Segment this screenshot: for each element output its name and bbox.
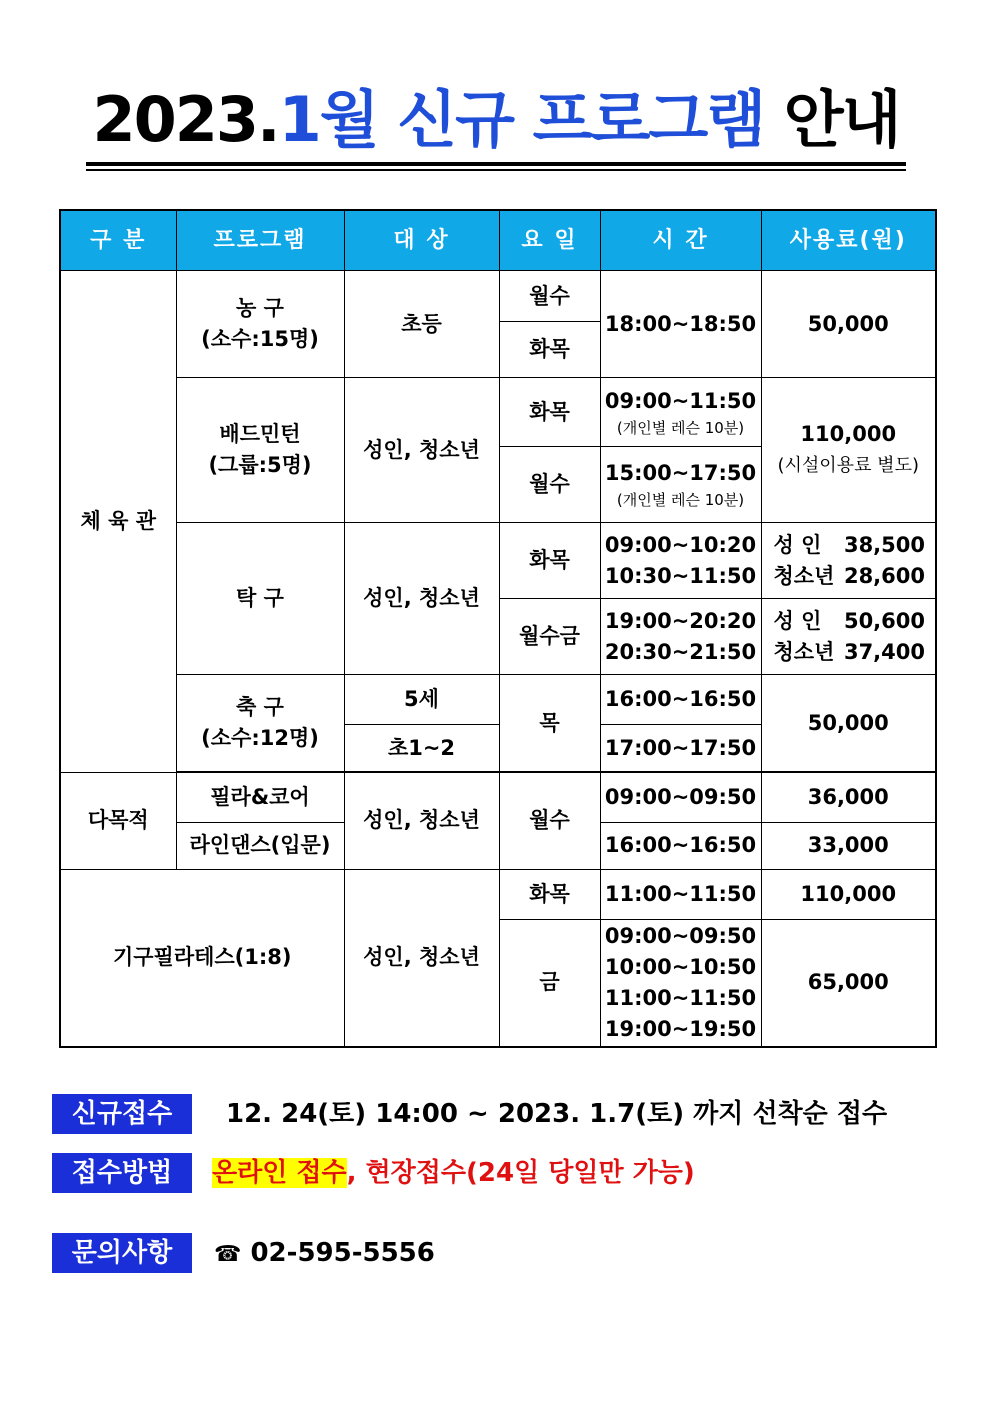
day-cell: 화목	[499, 523, 600, 599]
day-cell: 금	[499, 919, 600, 1047]
contact-phone-line	[214, 1233, 435, 1275]
table-header-row	[60, 210, 936, 271]
fee-cell: 36,000	[761, 772, 936, 822]
header-target: 대 상	[344, 210, 499, 271]
header-time: 시 간	[600, 210, 761, 271]
fee-cell: 110,000	[761, 869, 936, 919]
fee-cell: 성 인 38,500 청소년 28,600	[761, 523, 936, 599]
fee-cell: 65,000	[761, 919, 936, 1047]
target-cell: 성인, 청소년	[344, 378, 499, 523]
program-line-dance: 라인댄스(입문)	[176, 822, 344, 869]
method-text	[212, 1153, 695, 1193]
phone-icon: ☎	[214, 1242, 242, 1267]
program-badminton: 배드민턴 (그룹:5명)	[176, 378, 344, 523]
target-cell: 성인, 청소년	[344, 523, 499, 675]
target-cell: 5세	[344, 675, 499, 725]
time-cell: 16:00~16:50	[600, 675, 761, 725]
method-online: 온라인 접수	[212, 1158, 347, 1188]
program-table	[59, 209, 937, 1048]
program-pilates-core: 필라&코어	[176, 772, 344, 822]
table-row	[60, 772, 936, 822]
category-multi: 다목적	[60, 772, 176, 869]
table-row	[60, 523, 936, 599]
day-cell: 월수	[499, 271, 600, 322]
day-cell: 목	[499, 675, 600, 772]
day-cell: 월수금	[499, 599, 600, 675]
method-onsite: , 현장접수(24일 당일만 가능)	[346, 1158, 695, 1188]
table-row	[60, 869, 936, 919]
time-cell: 09:00~09:50 10:00~10:50 11:00~11:50 19:00~19:50	[600, 919, 761, 1047]
registration-label: 신규접수	[52, 1094, 192, 1134]
table-row	[60, 271, 936, 322]
category-gym: 체 육 관	[60, 271, 176, 773]
fee-cell: 성 인 50,600 청소년 37,400	[761, 599, 936, 675]
target-cell: 성인, 청소년	[344, 772, 499, 869]
day-cell: 화목	[499, 322, 600, 378]
fee-cell: 50,000	[761, 675, 936, 772]
fee-cell: 50,000	[761, 271, 936, 378]
time-cell: 18:00~18:50	[600, 271, 761, 378]
time-cell: 09:00~09:50	[600, 772, 761, 822]
time-cell: 16:00~16:50	[600, 822, 761, 869]
day-cell: 화목	[499, 869, 600, 919]
page-title: 2023.1월 신규 프로그램 안내	[0, 80, 992, 166]
fee-cell: 110,000 (시설이용료 별도)	[761, 378, 936, 523]
time-cell: 15:00~17:50 (개인별 레슨 10분)	[600, 447, 761, 523]
day-cell: 화목	[499, 378, 600, 447]
target-cell: 초등	[344, 271, 499, 378]
method-label: 접수방법	[52, 1153, 192, 1193]
time-cell: 17:00~17:50	[600, 725, 761, 772]
table-row	[60, 378, 936, 447]
time-cell: 09:00~11:50 (개인별 레슨 10분)	[600, 378, 761, 447]
header-program: 프로그램	[176, 210, 344, 271]
header-category: 구 분	[60, 210, 176, 271]
program-equipment-pilates: 기구필라테스(1:8)	[60, 869, 344, 1047]
target-cell: 성인, 청소년	[344, 869, 499, 1047]
time-cell: 19:00~20:20 20:30~21:50	[600, 599, 761, 675]
time-cell: 11:00~11:50	[600, 869, 761, 919]
table-row	[60, 675, 936, 725]
registration-period: 12. 24(토) 14:00 ~ 2023. 1.7(토) 까지 선착순 접수	[226, 1099, 888, 1129]
time-cell: 09:00~10:20 10:30~11:50	[600, 523, 761, 599]
target-cell: 초1~2	[344, 725, 499, 772]
program-tabletennis: 탁 구	[176, 523, 344, 675]
phone-number: 02-595-5556	[250, 1238, 435, 1268]
fee-cell: 33,000	[761, 822, 936, 869]
program-soccer: 축 구 (소수:12명)	[176, 675, 344, 772]
header-fee: 사용료(원)	[761, 210, 936, 271]
day-cell: 월수	[499, 772, 600, 869]
contact-label: 문의사항	[52, 1233, 192, 1273]
day-cell: 월수	[499, 447, 600, 523]
program-basketball: 농 구 (소수:15명)	[176, 271, 344, 378]
header-day: 요 일	[499, 210, 600, 271]
